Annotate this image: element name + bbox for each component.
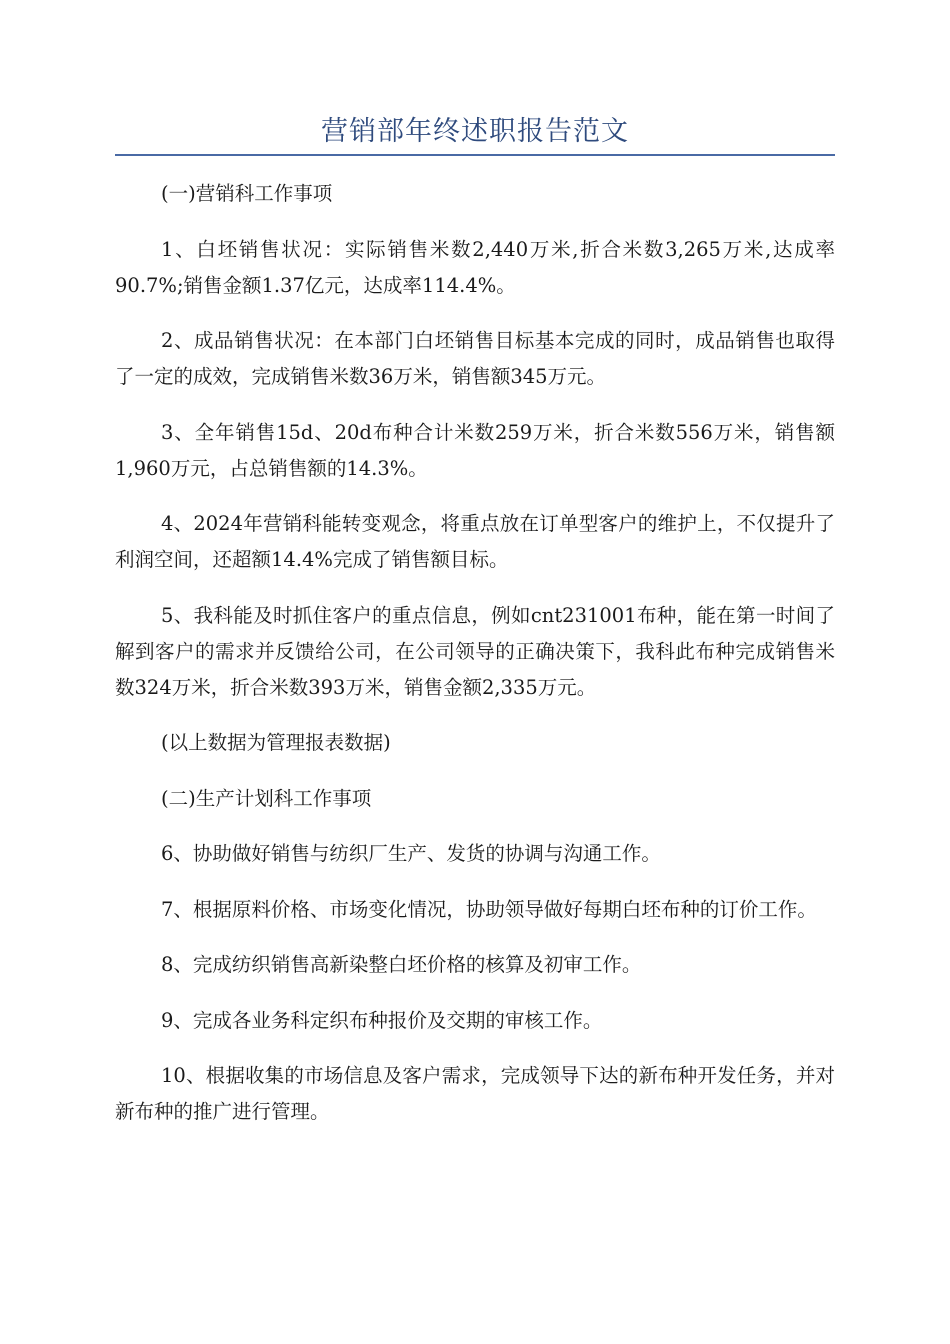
paragraph-item-1: 1、白坯销售状况：实际销售米数2,440万米,折合米数3,265万米,达成率90.7%;销售金额1.37亿元，达成率114.4%。 [115,237,835,297]
document-title: 营销部年终述职报告范文 [321,116,629,147]
section-heading-production: (二)生产计划科工作事项 [161,786,372,810]
paragraph-item-8: 8、完成纺织销售高新染整白坯价格的核算及初审工作。 [161,953,642,976]
paragraph-item-3: 3、全年销售15d、20d布种合计米数259万米，折合米数556万米，销售额1,960万元，占总销售额的14.3%。 [115,420,835,480]
paragraph-item-7: 7、根据原料价格、市场变化情况，协助领导做好每期白坯布种的订价工作。 [161,897,817,921]
paragraph-item-9: 9、完成各业务科定织布种报价及交期的审核工作。 [161,1008,603,1032]
document-body [115,176,835,1150]
paragraph-item-4: 4、2024年营销科能转变观念，将重点放在订单型客户的维护上，不仅提升了利润空间，还超额14.4%完成了销售额目标。 [115,512,835,571]
data-source-note: (以上数据为管理报表数据) [161,731,391,754]
paragraph-item-10: 10、根据收集的市场信息及客户需求，完成领导下达的新布种开发任务，并对新布种的推广进行管理。 [115,1064,835,1123]
paragraph-item-2: 2、成品销售状况：在本部门白坯销售目标基本完成的同时，成品销售也取得了一定的成效，完成销售米数36万米，销售额345万元。 [115,329,835,388]
title-underline [115,154,835,156]
section-heading-marketing: (一)营销科工作事项 [161,182,333,205]
paragraph-item-6: 6、协助做好销售与纺织厂生产、发货的协调与沟通工作。 [161,842,661,865]
paragraph-item-5: 5、我科能及时抓住客户的重点信息，例如cnt231001布种，能在第一时间了解到客户的需求并反馈给公司，在公司领导的正确决策下，我科此布种完成销售米数324万米，折合米数393万米，销售金额2,335万元。 [115,603,835,699]
